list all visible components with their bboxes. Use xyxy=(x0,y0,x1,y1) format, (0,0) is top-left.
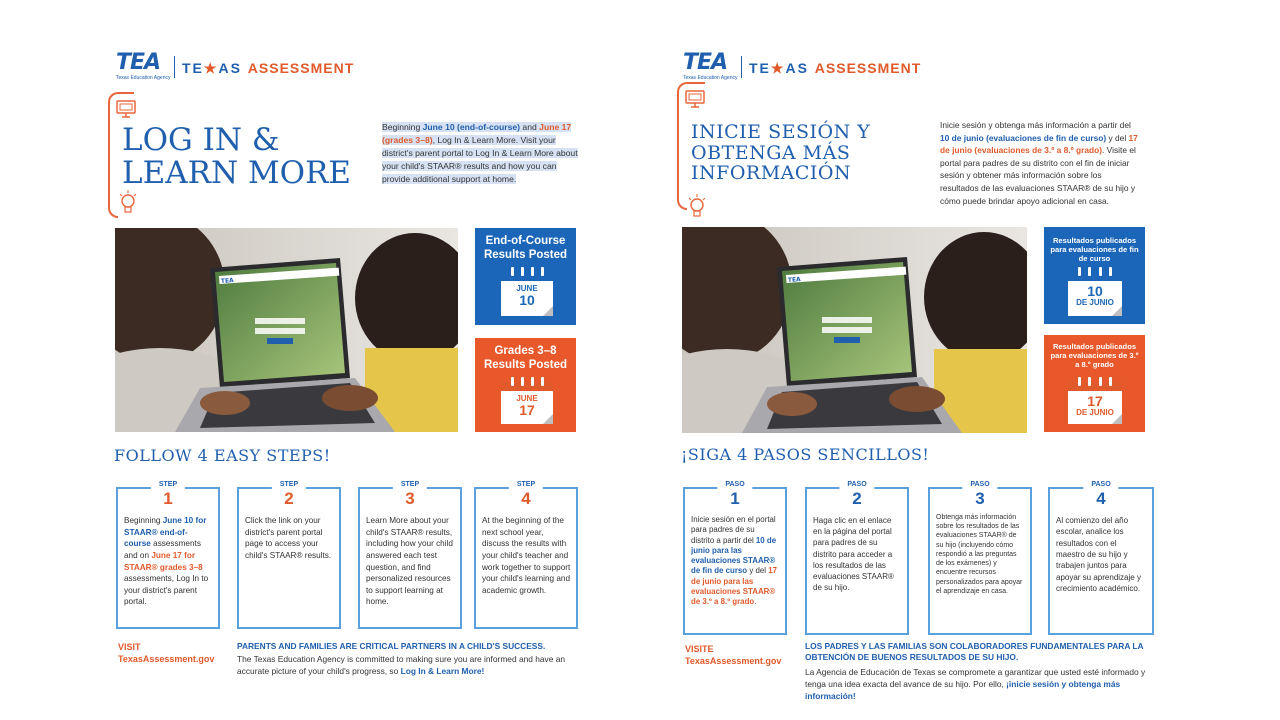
step-number: 1 xyxy=(730,489,740,508)
step-word: PASO xyxy=(1091,481,1111,488)
partners-heading: LOS PADRES Y LAS FAMILIAS SON COLABORADORES FUNDAMENTALES PARA LA OBTENCIÓN DE BUENOS RESULTADOS DE SU HIJO. xyxy=(805,641,1144,662)
step-text xyxy=(691,515,780,607)
step-text: Haga clic en el enlace en la página del portal para padres de su distrito para acceder a los resultados de las evaluaciones STAAR® de su hijo. xyxy=(813,516,894,593)
step-1-box xyxy=(116,481,220,629)
step-label xyxy=(509,481,543,507)
step-date: June 17 for STAAR® grades 3–8 xyxy=(124,550,203,572)
texas-logo-te: TE xyxy=(182,60,204,76)
step-label xyxy=(962,481,997,507)
family-laptop-photo xyxy=(115,228,458,432)
texas-logo-as: AS xyxy=(218,60,242,76)
step-number: 3 xyxy=(975,489,985,508)
card-title: Grades 3–8 Results Posted xyxy=(483,345,568,371)
commitment-paragraph xyxy=(805,666,1155,703)
lightbulb-icon xyxy=(687,194,707,222)
step-text-part: Beginning xyxy=(124,516,163,525)
step-3-box xyxy=(358,481,462,629)
grades-3-8-results-card xyxy=(1044,335,1145,432)
intro-text-2: y del xyxy=(1106,132,1129,143)
tea-logo-subtitle: Texas Education Agency xyxy=(683,75,738,81)
visit-label: VISIT xyxy=(118,642,141,652)
page-title: LOG IN & LEARN MORE xyxy=(122,122,352,192)
step-text: Al comienzo del año escolar, analice los resultados con el maestro de su hijo y trabajen juntos para apoyar su aprendizaje y crecimiento académico. xyxy=(1056,516,1141,594)
intro-paragraph xyxy=(382,121,582,185)
tea-logo-subtitle: Texas Education Agency xyxy=(116,75,171,81)
step-word: PASO xyxy=(847,481,867,488)
step-label xyxy=(272,481,306,507)
texas-logo-as: AS xyxy=(785,60,809,76)
calendar-day: 10 xyxy=(1087,283,1103,299)
tea-logo xyxy=(683,50,737,81)
calendar-icon xyxy=(501,272,553,316)
logo-divider xyxy=(174,56,175,78)
page-title: INICIE SESIÓN Y OBTENGA MÁS INFORMACIÓN xyxy=(691,121,871,185)
step-text: At the beginning of the next school year, discuss the results with your child's teacher and work together to support your child's learning and academic growth. xyxy=(482,516,571,595)
step-number: 3 xyxy=(405,489,415,508)
step-word: PASO xyxy=(970,481,990,488)
end-of-course-results-card xyxy=(475,228,576,325)
step-4-box xyxy=(1048,481,1154,635)
assessment-logo-text: ASSESSMENT xyxy=(247,60,355,76)
step-date: 10 de junio para las evaluaciones STAAR® de fin de curso xyxy=(691,535,777,576)
end-of-course-results-card xyxy=(1044,227,1145,324)
grades-3-8-results-card xyxy=(475,338,576,432)
intro-text-1: Inicie sesión y obtenga más información a partir del xyxy=(940,120,1131,130)
step-word: STEP xyxy=(158,481,178,488)
step-word: STEP xyxy=(400,481,420,488)
step-text xyxy=(124,515,213,608)
svg-text:TEA: TEA xyxy=(220,277,234,285)
step-word: STEP xyxy=(279,481,299,488)
step-text-part: assessments, Log In to your district's parent portal. xyxy=(124,574,209,607)
intro-paragraph xyxy=(940,119,1138,207)
step-label xyxy=(839,481,874,507)
calendar-icon xyxy=(1068,382,1122,424)
lightbulb-icon xyxy=(118,190,138,218)
step-3-box xyxy=(928,481,1032,635)
step-text-part: y del xyxy=(747,566,769,576)
step-label xyxy=(393,481,427,507)
step-date: 17 de junio para las evaluaciones STAAR® de 3.º a 8.º grado xyxy=(691,566,777,607)
calendar-day: 17 xyxy=(1087,393,1103,409)
card-title: Resultados publicados para evaluaciones de fin de curso xyxy=(1050,236,1139,264)
texas-star-icon: ★ xyxy=(203,60,219,76)
computer-monitor-icon xyxy=(115,98,137,120)
family-laptop-photo xyxy=(682,227,1027,433)
steps-heading: FOLLOW 4 EASY STEPS! xyxy=(114,446,331,465)
intro-text-3: . Visite el portal para padres de su distrito con el fin de iniciar sesión y obtener más información sobre los resultados de las evaluaciones STAAR® de su hijo y cómo puede brindar apoyo adicional en casa. xyxy=(940,145,1136,206)
steps-heading: ¡SIGA 4 PASOS SENCILLOS! xyxy=(681,445,930,464)
calendar-month: DE JUNIO xyxy=(1076,298,1114,307)
step-label xyxy=(1083,481,1118,507)
step-date: June 10 for STAAR® end-of-course xyxy=(124,516,207,549)
step-4-box xyxy=(474,481,578,629)
tea-logo-text: TEA xyxy=(116,50,161,75)
texas-logo-te: TE xyxy=(749,60,771,76)
texas-star-icon: ★ xyxy=(770,60,786,76)
intro-date-1: June 10 (end-of-course) xyxy=(422,122,521,132)
step-2-box xyxy=(237,481,341,629)
intro-date-1: 10 de junio (evaluaciones de fin de curso) xyxy=(940,132,1107,143)
intro-text-1: Beginning xyxy=(382,122,423,132)
step-text-part: assessments and on xyxy=(124,539,201,560)
commitment-text: La Agencia de Educación de Texas se compromete a garantizar que usted esté informado y tenga una idea exacta del avance de su hijo. Por ello, xyxy=(805,667,1146,690)
intro-text-3: , Log In & Learn More. Visit your district's parent portal to Log In & Learn More about your child's STAAR® results and how you can provide additional support at home. xyxy=(382,134,578,184)
calendar-month: DE JUNIO xyxy=(1076,408,1114,417)
step-number: 4 xyxy=(521,489,531,508)
step-text: Learn More about your child's STAAR® results, including how your child answered each test question, and find personalized resources to support learning at home. xyxy=(366,516,453,607)
intro-date-2: June 17 (grades 3–8) xyxy=(382,122,572,145)
texas-assessment-logo xyxy=(749,60,921,77)
visit-link[interactable]: TexasAssessment.gov xyxy=(685,656,782,667)
step-label xyxy=(151,481,185,507)
commitment-paragraph xyxy=(237,653,587,677)
svg-text:TEA: TEA xyxy=(787,276,801,284)
computer-monitor-icon xyxy=(684,88,706,110)
logo-divider xyxy=(741,56,742,78)
step-2-box xyxy=(805,481,909,635)
visit-block xyxy=(685,643,781,667)
step-text-part: Inicie sesión en el portal para padres de su distrito a partir del xyxy=(691,515,776,545)
calendar-month: JUNE xyxy=(516,394,538,403)
step-number: 2 xyxy=(284,489,294,508)
calendar-icon xyxy=(501,382,553,424)
calendar-day: 17 xyxy=(519,402,535,418)
texas-assessment-logo xyxy=(182,60,354,77)
step-text-part: . xyxy=(754,597,757,607)
calendar-icon xyxy=(1068,272,1122,316)
step-text: Obtenga más información sobre los resultados de las evaluaciones STAAR® de su hijo (incluyendo cómo respondió a las preguntas de los exámenes) y encuentre recursos personalizados para apoyar el aprendizaje en casa. xyxy=(936,514,1023,595)
step-word: STEP xyxy=(516,481,536,488)
step-word: PASO xyxy=(725,481,745,488)
calendar-month: JUNE xyxy=(516,284,538,293)
assessment-logo-text: ASSESSMENT xyxy=(814,60,922,76)
card-title: Resultados publicados para evaluaciones de 3.º a 8.º grado xyxy=(1050,342,1139,370)
step-text: Click the link on your district's parent portal page to access your child's STAAR® results. xyxy=(245,516,332,560)
intro-date-2: 17 de junio (evaluaciones de 3.º a 8.º grado) xyxy=(940,132,1138,156)
partners-heading: PARENTS AND FAMILIES ARE CRITICAL PARTNERS IN A CHILD'S SUCCESS. xyxy=(237,641,546,651)
step-number: 4 xyxy=(1096,489,1106,508)
visit-label: VISITE xyxy=(685,644,714,654)
commitment-bold: ¡inicie sesión y obtenga más información! xyxy=(805,679,1121,702)
calendar-day: 10 xyxy=(519,292,535,308)
step-number: 1 xyxy=(163,489,173,508)
card-title: End-of-Course Results Posted xyxy=(483,235,568,261)
visit-link[interactable]: TexasAssessment.gov xyxy=(118,654,215,665)
commitment-bold: Log In & Learn More! xyxy=(400,666,485,677)
visit-block xyxy=(118,641,214,665)
tea-logo xyxy=(116,50,170,81)
commitment-text: The Texas Education Agency is committed to making sure you are informed and have an accurate picture of your child's progress, so xyxy=(237,654,566,677)
intro-text-2: and xyxy=(520,122,540,132)
step-number: 2 xyxy=(852,489,862,508)
tea-logo-text: TEA xyxy=(683,50,728,75)
step-1-box xyxy=(683,481,787,635)
step-label xyxy=(717,481,752,507)
